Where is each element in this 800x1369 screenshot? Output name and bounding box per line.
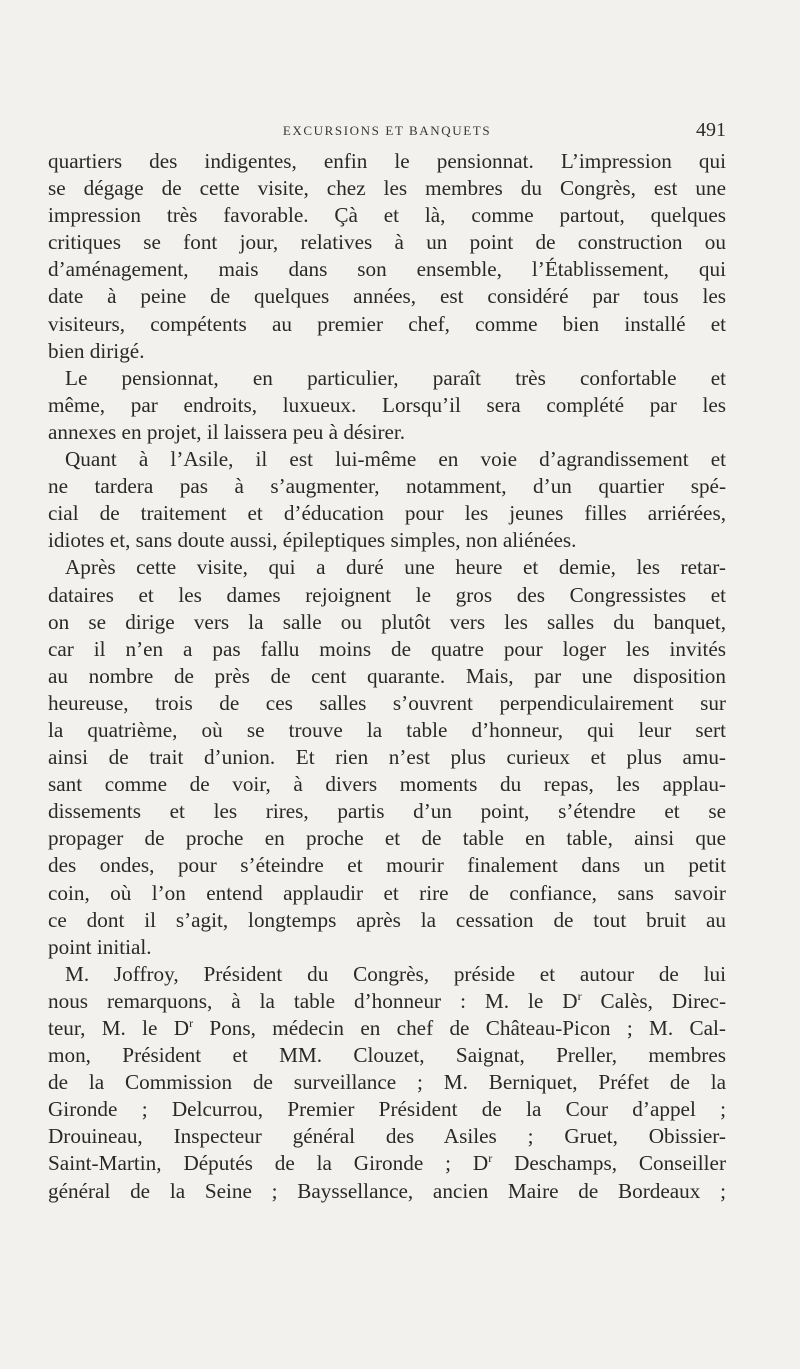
text-fragment: Deschamps, Conseiller bbox=[492, 1151, 727, 1176]
text-line: général de la Seine ; Bayssellance, ancien Maire de Bordeaux ; bbox=[48, 1178, 726, 1203]
superscript: r bbox=[577, 988, 582, 1003]
text-line: heureuse, trois de ces salles s’ouvrent perpendiculairement sur bbox=[48, 690, 726, 715]
superscript: r bbox=[189, 1015, 194, 1030]
text-line: dissements et les rires, partis d’un point, s’étendre et se bbox=[48, 799, 726, 824]
page-number: 491 bbox=[696, 119, 726, 141]
text-line bbox=[48, 988, 726, 1015]
text-line: cial de traitement et d’éducation pour les jeunes filles arriérées, bbox=[48, 501, 726, 526]
text-line: de la Commission de surveillance ; M. Berniquet, Préfet de la bbox=[48, 1070, 726, 1095]
superscript: r bbox=[488, 1151, 493, 1166]
text-line: bien dirigé. bbox=[48, 338, 145, 363]
text-line: sant comme de voir, à divers moments du repas, les applau- bbox=[48, 772, 726, 797]
text-line: Quant à l’Asile, il est lui-même en voie d’agrandissement et bbox=[65, 447, 726, 472]
text-fragment: Pons, médecin en chef de Château-Picon ; M. Cal- bbox=[193, 1016, 726, 1040]
paragraph-pensionnat bbox=[48, 365, 726, 446]
paragraph-banquet bbox=[48, 554, 726, 960]
text-line: idiotes et, sans doute aussi, épileptiques simples, non aliénées. bbox=[48, 528, 577, 553]
text-line: Drouineau, Inspecteur général des Asiles ; Gruet, Obissier- bbox=[48, 1124, 726, 1149]
text-line: mon, Président et MM. Clouzet, Saignat, Preller, membres bbox=[48, 1043, 726, 1068]
text-line: on se dirige vers la salle ou plutôt vers les salles du banquet, bbox=[48, 609, 726, 634]
text-fragment: teur, M. le D bbox=[48, 1016, 190, 1040]
text-line: coin, où l’on entend applaudir et rire de confiance, sans savoir bbox=[48, 880, 726, 905]
text-line: propager de proche en proche et de table en table, ainsi que bbox=[48, 826, 726, 851]
text-line: ce dont il s’agit, longtemps après la cessation de tout bruit au bbox=[48, 907, 726, 932]
text-line: la quatrième, où se trouve la table d’honneur, qui leur sert bbox=[48, 717, 726, 742]
text-line: Gironde ; Delcurrou, Premier Président de la Cour d’appel ; bbox=[48, 1097, 726, 1122]
text-line: annexes en projet, il laissera peu à désirer. bbox=[48, 419, 406, 444]
text-line: Le pensionnat, en particulier, paraît très confortable et bbox=[65, 365, 726, 390]
paragraph-asile bbox=[48, 446, 726, 554]
text-line: au nombre de près de cent quarante. Mais, par une disposition bbox=[48, 663, 726, 688]
running-title: EXCURSIONS ET BANQUETS bbox=[282, 123, 492, 138]
text-line: ainsi de trait d’union. Et rien n’est plus curieux et plus amu- bbox=[48, 745, 726, 770]
text-line: se dégage de cette visite, chez les membres du Congrès, est une bbox=[48, 176, 726, 201]
text-line: critiques se font jour, relatives à un point de construction ou bbox=[48, 230, 726, 255]
text-line: d’aménagement, mais dans son ensemble, l’Établissement, qui bbox=[48, 257, 726, 282]
text-line: Après cette visite, qui a duré une heure et demie, les retar- bbox=[65, 555, 726, 580]
text-line: impression très favorable. Çà et là, comme partout, quelques bbox=[48, 203, 726, 228]
text-line: dataires et les dames rejoignent le gros des Congressistes et bbox=[48, 582, 726, 607]
text-fragment: nous remarquons, à la table d’honneur : M. le D bbox=[48, 988, 578, 1013]
text-line: date à peine de quelques années, est considéré par tous les bbox=[48, 284, 726, 309]
text-line bbox=[48, 1015, 726, 1042]
text-line: des ondes, pour s’éteindre et mourir finalement dans un petit bbox=[48, 853, 726, 878]
page-body bbox=[48, 148, 726, 1205]
text-line: visiteurs, compétents au premier chef, comme bien installé et bbox=[48, 311, 726, 336]
running-header bbox=[48, 119, 726, 147]
text-line: quartiers des indigentes, enfin le pensionnat. L’impression qui bbox=[48, 149, 726, 173]
text-line: M. Joffroy, Président du Congrès, préside et autour de lui bbox=[65, 961, 726, 986]
paragraph-continuation bbox=[48, 148, 726, 365]
text-line: même, par endroits, luxueux. Lorsqu’il sera complété par les bbox=[48, 392, 726, 417]
text-line: point initial. bbox=[48, 934, 152, 959]
text-line: ne tardera pas à s’augmenter, notamment, d’un quartier spé- bbox=[48, 474, 726, 499]
text-line: car il n’en a pas fallu moins de quatre pour loger les invités bbox=[48, 636, 726, 661]
text-line bbox=[48, 1150, 726, 1177]
text-fragment: Calès, Direc- bbox=[581, 988, 726, 1013]
paragraph-guests bbox=[48, 961, 726, 1205]
text-fragment: Saint-Martin, Députés de la Gironde ; D bbox=[48, 1151, 489, 1176]
